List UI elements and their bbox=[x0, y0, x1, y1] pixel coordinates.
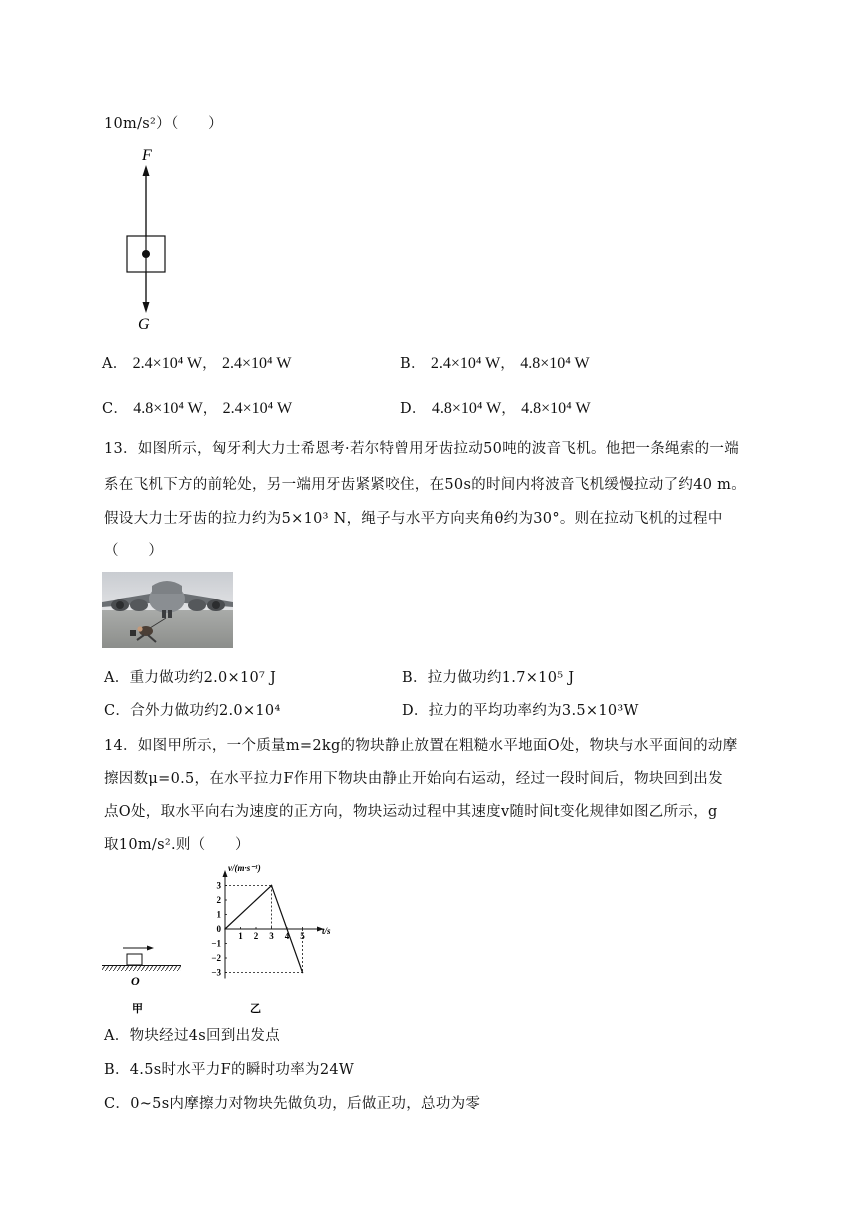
q12-option-b[interactable] bbox=[400, 352, 590, 373]
q14-option-c[interactable]: C．0~5s内摩擦力对物块先做负功，后做正功，总功为零 bbox=[104, 1096, 481, 1112]
option-label: A． bbox=[102, 356, 128, 372]
q13-option-d[interactable]: D．拉力的平均功率约为3.5×10³W bbox=[402, 703, 639, 719]
option-value-2: 2.4×10⁴ W bbox=[222, 355, 292, 372]
y-tick-label: −3 bbox=[211, 967, 221, 978]
x-tick-label: 1 bbox=[238, 931, 243, 941]
velocity-point bbox=[271, 885, 273, 887]
x-tick-label: 5 bbox=[300, 931, 305, 941]
q12-option-d[interactable] bbox=[400, 397, 591, 418]
force-g-label: G bbox=[138, 316, 150, 333]
vt-chart bbox=[200, 860, 350, 1020]
y-tick-label: 2 bbox=[216, 895, 221, 905]
option-label: C． bbox=[102, 401, 129, 417]
option-sep: ， bbox=[500, 356, 516, 372]
q13-option-c[interactable]: C．合外力做功约2.0×10⁴ bbox=[104, 703, 281, 719]
fig-jia bbox=[98, 940, 193, 1020]
q13-line-2: 系在飞机下方的前轮处，另一端用牙齿紧紧咬住，在50s的时间内将波音飞机缓慢拉动了约40 m。 bbox=[104, 477, 746, 493]
q12-option-c[interactable] bbox=[102, 397, 292, 418]
q14-line-1: 14．如图甲所示，一个质量m=2kg的物块静止放置在粗糙水平地面O处，物块与水平面间的动摩 bbox=[104, 738, 738, 754]
q14-line-3: 点O处，取水平向右为速度的正方向，物块运动过程中其速度v随时间t变化规律如图乙所示，g bbox=[104, 804, 718, 820]
y-tick-label: −1 bbox=[211, 938, 221, 949]
q13-line-4: （ ） bbox=[104, 543, 164, 559]
option-sep: ， bbox=[501, 401, 517, 417]
y-axis-arrow bbox=[223, 870, 228, 877]
origin-o-label: O bbox=[131, 974, 140, 988]
option-value-1: 4.8×10⁴ W bbox=[431, 400, 502, 417]
y-tick-label: 0 bbox=[216, 924, 221, 934]
option-value-2: 4.8×10⁴ W bbox=[520, 355, 590, 372]
x-tick-label: 2 bbox=[253, 931, 259, 941]
x-tick-label: 4 bbox=[284, 931, 290, 941]
fig-jia-caption: 甲 bbox=[132, 1002, 143, 1015]
option-label: D． bbox=[400, 401, 427, 417]
q12-stem-tail: 10m/s²）（ ） bbox=[104, 116, 223, 132]
option-label: B． bbox=[400, 356, 426, 372]
q13-line-3: 假设大力士牙齿的拉力约为5×10³ N，绳子与水平方向夹角θ约为30°。则在拉动飞机的过程中 bbox=[104, 511, 723, 527]
option-value-1: 4.8×10⁴ W bbox=[133, 400, 203, 417]
q14-line-4: 取10m/s².则（ ） bbox=[104, 837, 250, 853]
option-value-1: 2.4×10⁴ W bbox=[132, 355, 203, 372]
option-sep: ， bbox=[202, 401, 218, 417]
velocity-point bbox=[302, 972, 304, 974]
force-f-label: F bbox=[142, 147, 152, 164]
q12-option-a[interactable] bbox=[102, 352, 291, 373]
velocity-point bbox=[224, 928, 226, 930]
chart-y-label: v/(m·s⁻¹) bbox=[228, 863, 261, 873]
y-tick-label: −2 bbox=[211, 953, 221, 963]
q14-option-b[interactable]: B．4.5s时水平力F的瞬时功率为24W bbox=[104, 1062, 355, 1078]
y-tick-label: 3 bbox=[216, 880, 221, 891]
y-tick-label: 1 bbox=[216, 909, 221, 920]
option-value-1: 2.4×10⁴ W bbox=[430, 355, 501, 372]
q13-line-1: 13．如图所示，匈牙利大力士希恩考·若尔特曾用牙齿拉动50吨的波音飞机。他把一条绳索的一端 bbox=[104, 441, 740, 457]
q13-option-a[interactable]: A．重力做功约2.0×10⁷ J bbox=[104, 670, 277, 686]
q14-option-a[interactable]: A．物块经过4s回到出发点 bbox=[104, 1028, 281, 1044]
fig-yi-caption: 乙 bbox=[250, 1002, 261, 1015]
airplane-photo bbox=[102, 572, 233, 648]
x-tick-label: 3 bbox=[269, 931, 274, 941]
q14-line-2: 擦因数μ=0.5，在水平拉力F作用下物块由静止开始向右运动，经过一段时间后，物块回到出发 bbox=[104, 771, 723, 787]
q13-option-b[interactable]: B．拉力做功约1.7×10⁵ J bbox=[402, 670, 575, 686]
option-value-2: 2.4×10⁴ W bbox=[222, 400, 293, 417]
option-sep: ， bbox=[202, 356, 217, 372]
option-value-2: 4.8×10⁴ W bbox=[521, 400, 591, 417]
q12-force-diagram bbox=[120, 145, 180, 335]
chart-x-label: t/s bbox=[322, 926, 331, 936]
